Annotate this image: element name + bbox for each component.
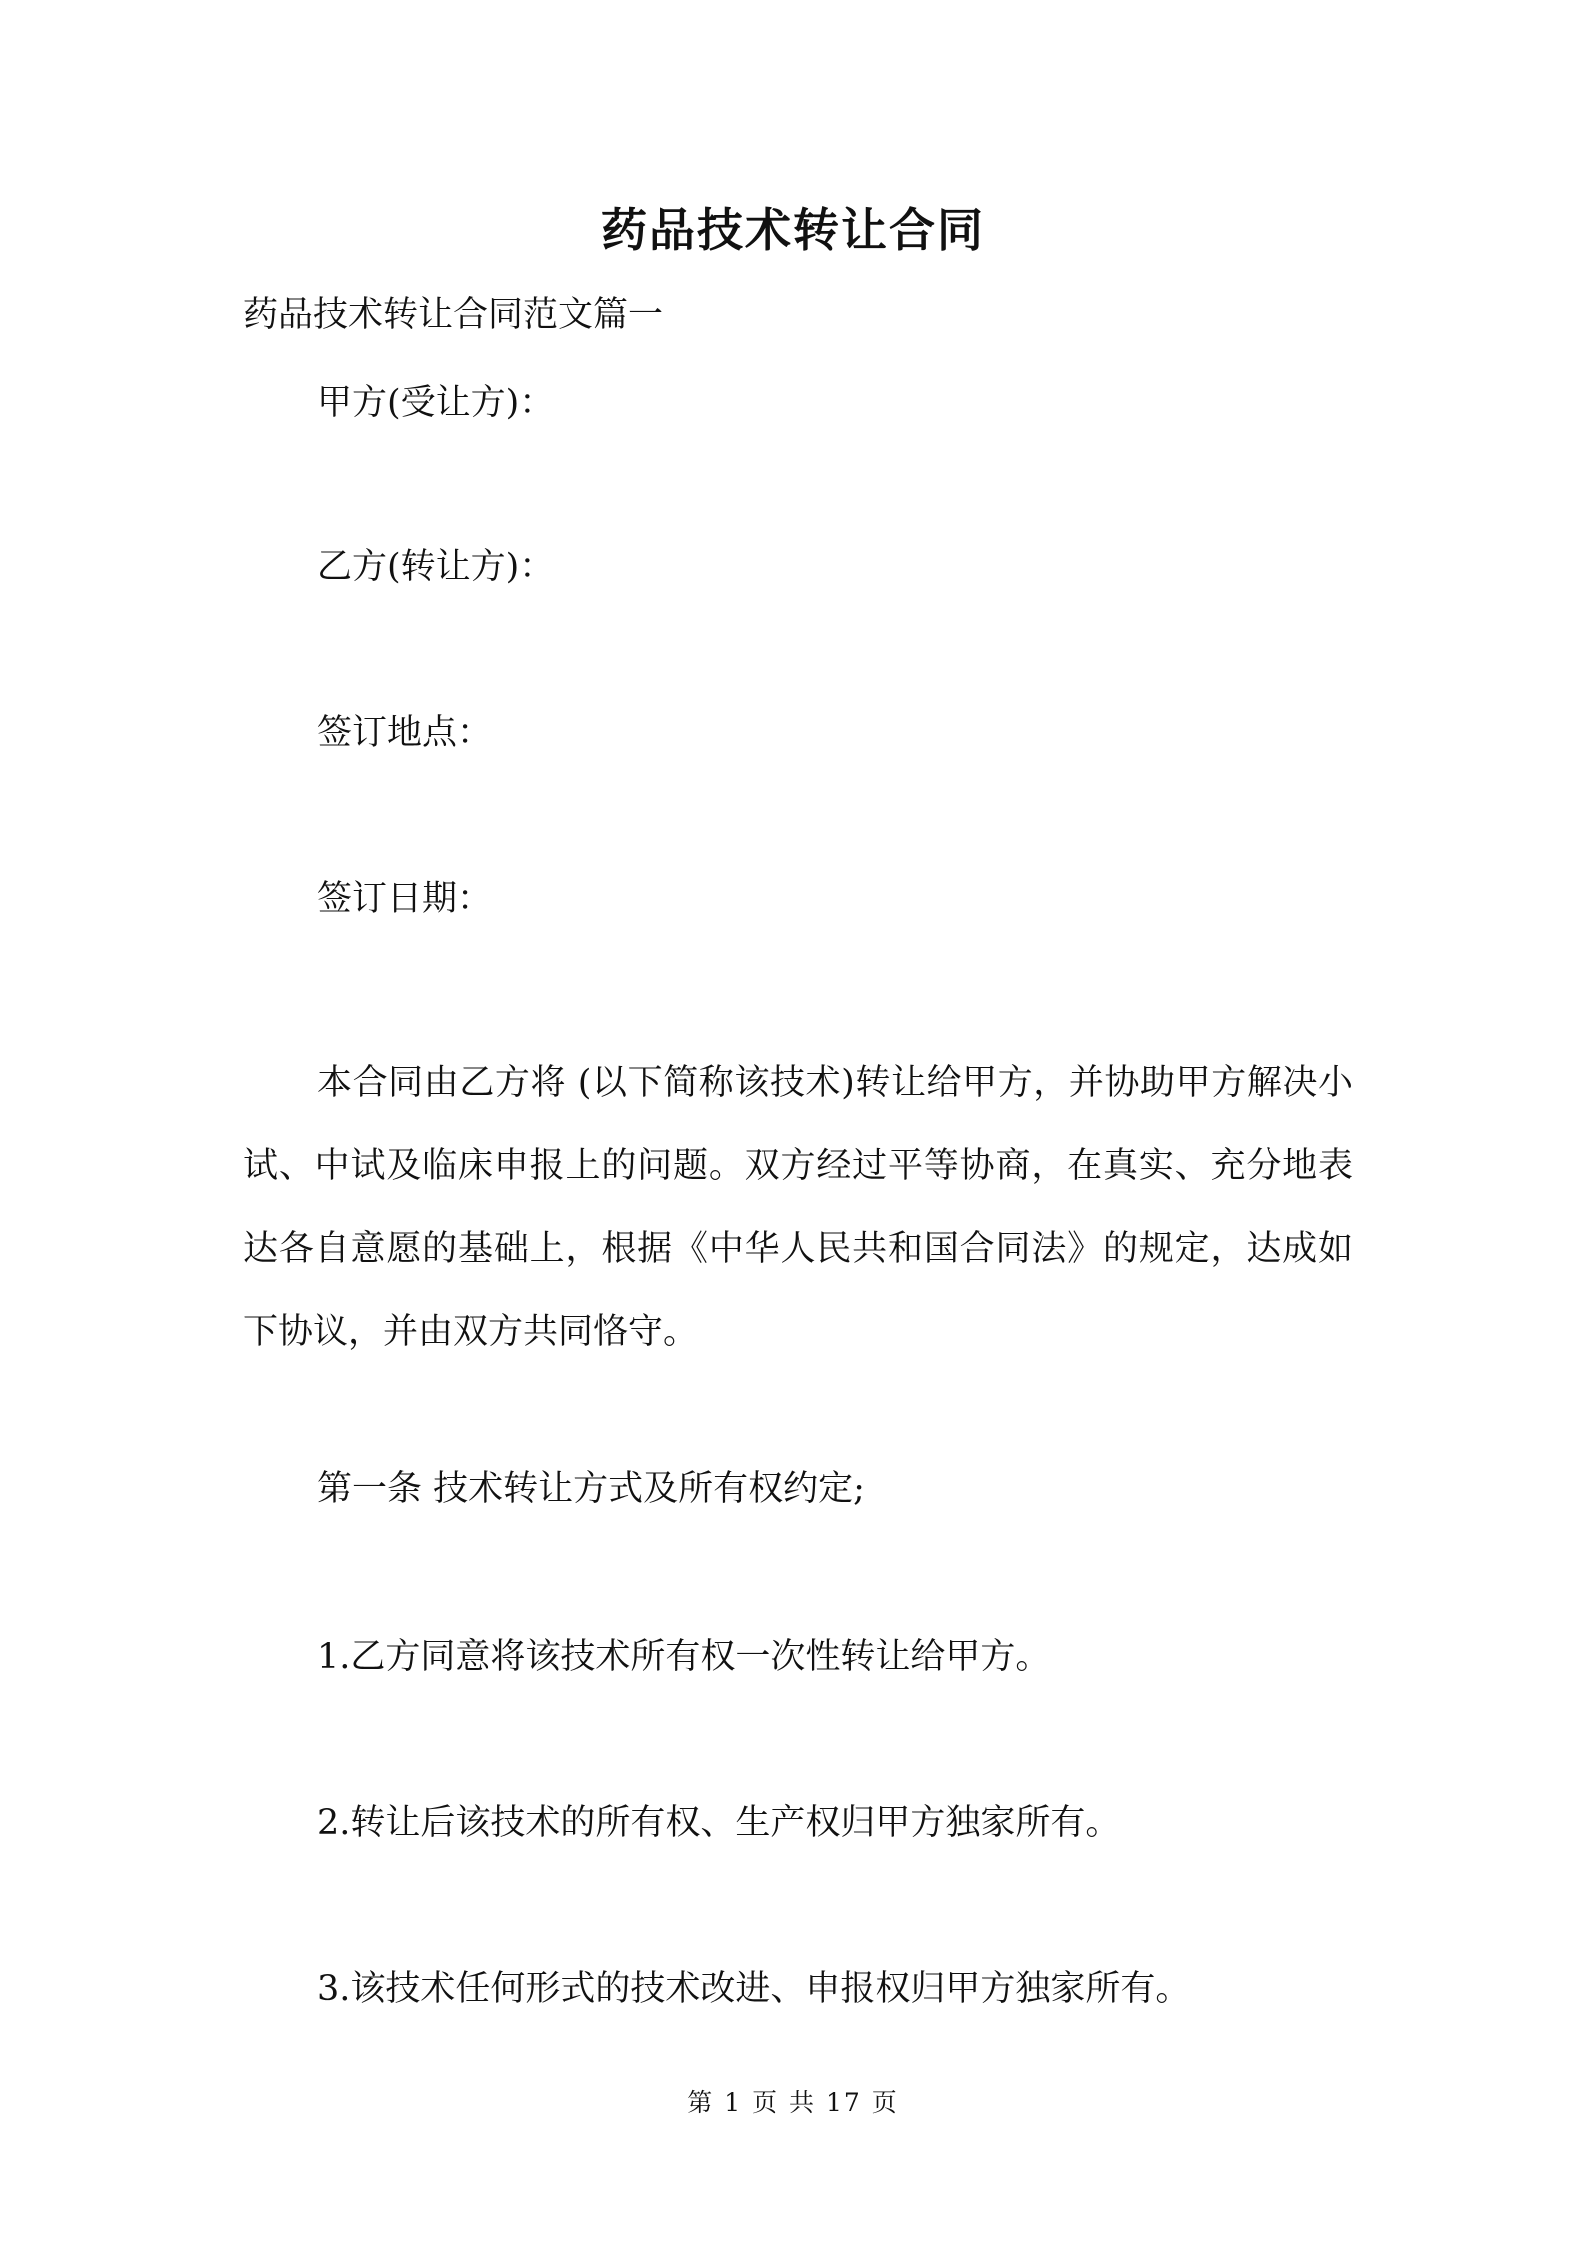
clause-3: 3.该技术任何形式的技术改进、申报权归甲方独家所有。 xyxy=(317,1969,1191,2009)
sign-place-label: 签订地点： xyxy=(317,713,493,753)
clause-2: 2.转让后该技术的所有权、生产权归甲方独家所有。 xyxy=(317,1803,1121,1843)
article-1-heading: 第一条 技术转让方式及所有权约定; xyxy=(317,1469,865,1509)
page-number-footer: 第 1 页 共 17 页 xyxy=(687,2088,899,2117)
clause-1: 1.乙方同意将该技术所有权一次性转让给甲方。 xyxy=(317,1637,1051,1677)
intro-paragraph: 本合同由乙方将 (以下简称该技术)转让给甲方，并协助甲方解决小试、中试及临床申报上的问题。双方经过平等协商，在真实、充分地表达各自意愿的基础上，根据《中华人民共和国合同法》的规定，达成如下协议，并由双方共同恪守。 xyxy=(243,1063,1353,1352)
document-title: 药品技术转让合同 xyxy=(601,203,985,257)
party-b-label: 乙方(转让方)： xyxy=(317,547,555,587)
party-a-label: 甲方(受让方)： xyxy=(317,383,555,423)
document-subtitle: 药品技术转让合同范文篇一 xyxy=(243,295,664,335)
sign-date-label: 签订日期： xyxy=(317,879,493,919)
